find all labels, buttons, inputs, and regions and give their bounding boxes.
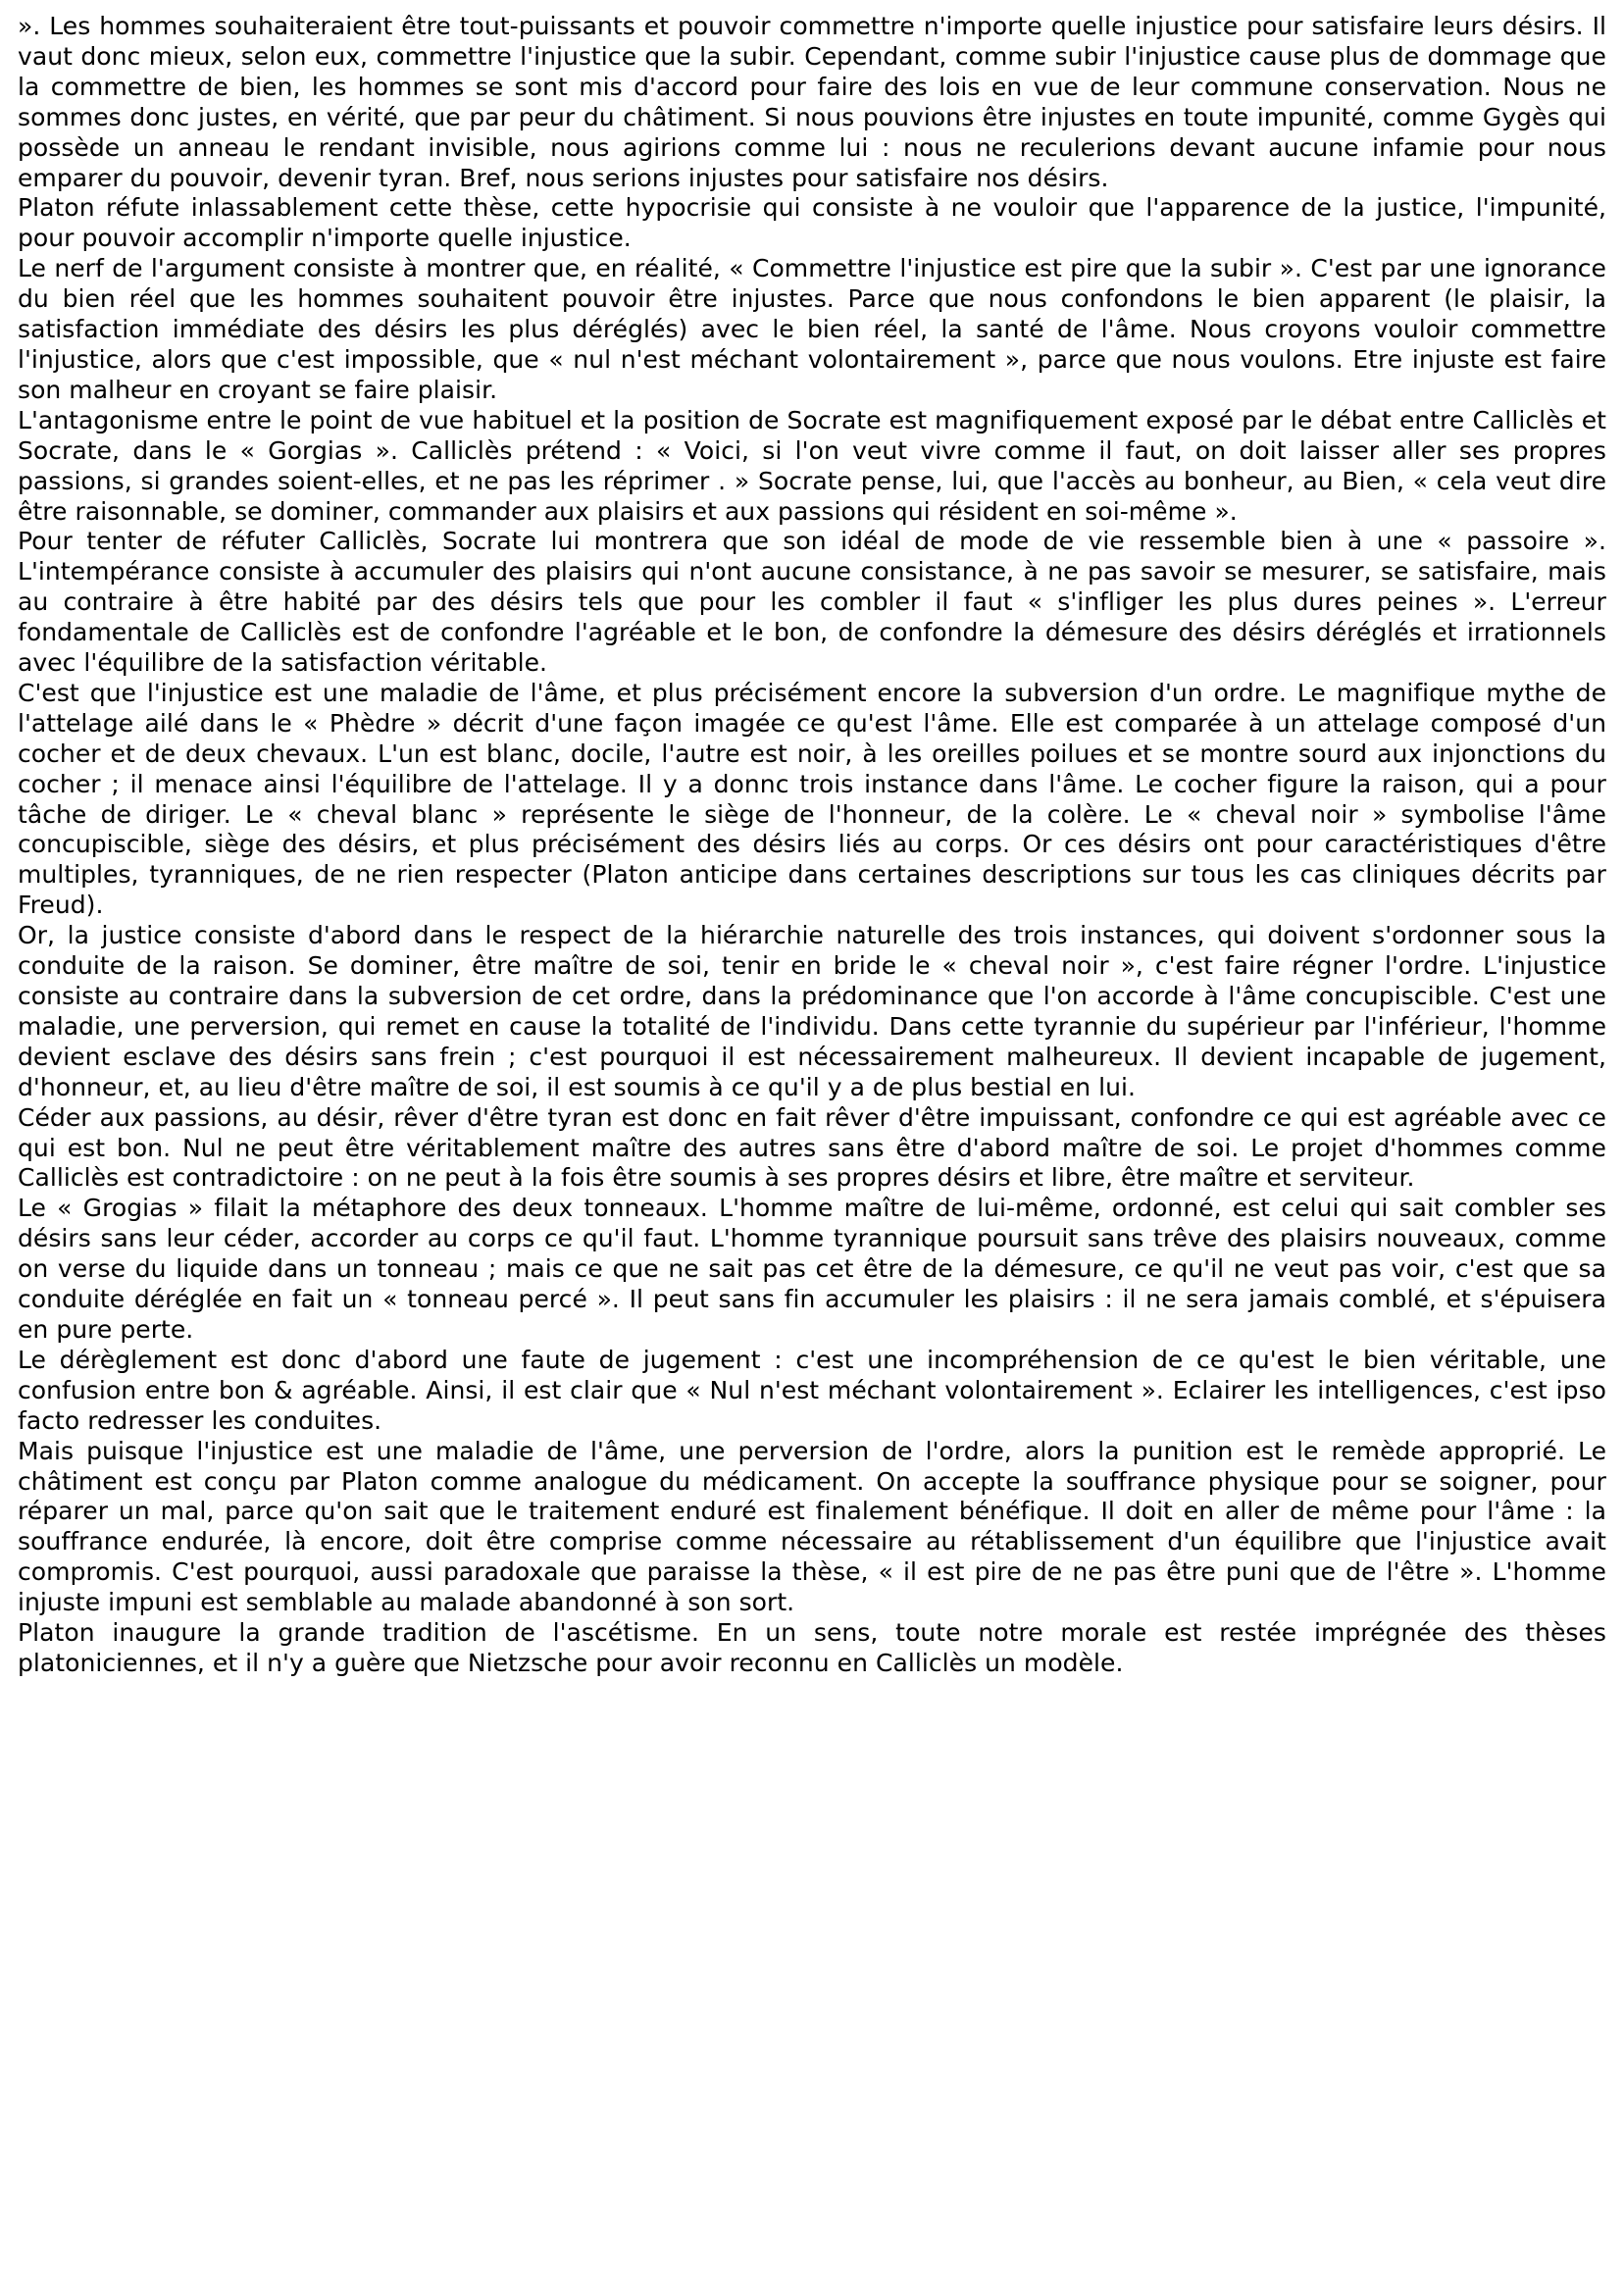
paragraph-nerf-argument: Le nerf de l'argument consiste à montrer que, en réalité, « Commettre l'injustice est pire que la subir ». C'est par une ignorance du bien réel que les hommes souhaitent pouvoir être injustes. Parce que nous confondons le bien apparent (le plaisir, la satisfaction immédiate des désirs les plus déréglés) avec le bien réel, la santé de l'âme. Nous croyons vouloir commettre l'injustice, alors que c'est impossible, que « nul n'est méchant volontairement », parce que nous voulons. Etre injuste est faire son malheur en croyant se faire plaisir. xyxy=(18,254,1606,404)
paragraph-dereglement: Le dérèglement est donc d'abord une faute de jugement : c'est une incompréhension de ce qu'est le bien véritable, une confusion entre bon & agréable. Ainsi, il est clair que « Nul n'est méchant volontairement ». Eclairer les intelligences, c'est ipso facto redresser les conduites. xyxy=(18,1345,1606,1435)
paragraph-platon-refute: Platon réfute inlassablement cette thèse, cette hypocrisie qui consiste à ne vouloir que l'apparence de la justice, l'impunité, pour pouvoir accomplir n'importe quelle injustice. xyxy=(18,193,1606,253)
paragraph-justice-hierarchie: Or, la justice consiste d'abord dans le respect de la hiérarchie naturelle des trois instances, qui doivent s'ordonner sous la conduite de la raison. Se dominer, être maître de soi, tenir en bride le « cheval noir », c'est faire régner l'ordre. L'injustice consiste au contraire dans la subversion de cet ordre, dans la prédominance que l'on accorde à l'âme concupiscible. C'est une maladie, une perversion, qui remet en cause la totalité de l'individu. Dans cette tyrannie du supérieur par l'inférieur, l'homme devient esclave des désirs sans frein ; c'est pourquoi il est nécessairement malheureux. Il devient incapable de jugement, d'honneur, et, au lieu d'être maître de soi, il est soumis à ce qu'il y a de plus bestial en lui. xyxy=(18,921,1606,1101)
paragraph-ascetisme: Platon inaugure la grande tradition de l'ascétisme. En un sens, toute notre morale est restée imprégnée des thèses platoniciennes, et il n'y a guère que Nietzsche pour avoir reconnu en Calliclès un modèle. xyxy=(18,1618,1606,1677)
paragraph-antagonisme: L'antagonisme entre le point de vue habituel et la position de Socrate est magnifiquement exposé par le débat entre Calliclès et Socrate, dans le « Gorgias ». Calliclès prétend : « Voici, si l'on veut vivre comme il faut, on doit laisser aller ses propres passions, si grandes soient-elles, et ne pas les réprimer . » Socrate pense, lui, que l'accès au bonheur, au Bien, « cela veut dire être raisonnable, se dominer, commander aux plaisirs et aux passions qui résident en soi-même ». xyxy=(18,405,1606,526)
paragraph-gyges: ». Les hommes souhaiteraient être tout-puissants et pouvoir commettre n'importe quelle injustice pour satisfaire leurs désirs. Il vaut donc mieux, selon eux, commettre l'injustice que la subir. Cependant, comme subir l'injustice cause plus de dommage que la commettre de bien, les hommes se sont mis d'accord pour faire des lois en vue de leur commune conservation. Nous ne sommes donc justes, en vérité, que par peur du châtiment. Si nous pouvions être injustes en toute impunité, comme Gygès qui possède un anneau le rendant invisible, nous agirions comme lui : nous ne reculerions devant aucune infamie pour nous emparer du pouvoir, devenir tyran. Bref, nous serions injustes pour satisfaire nos désirs. xyxy=(18,12,1606,192)
paragraph-attelage: C'est que l'injustice est une maladie de l'âme, et plus précisément encore la subversion d'un ordre. Le magnifique mythe de l'attelage ailé dans le « Phèdre » décrit d'une façon imagée ce qu'est l'âme. Elle est comparée à un attelage composé d'un cocher et de deux chevaux. L'un est blanc, docile, l'autre est noir, à les oreilles poilues et se montre sourd aux injonctions du cocher ; il menace ainsi l'équilibre de l'attelage. Il y a donnc trois instance dans l'âme. Le cocher figure la raison, qui a pour tâche de diriger. Le « cheval blanc » représente le siège de l'honneur, de la colère. Le « cheval noir » symbolise l'âme concupiscible, siège des désirs, et plus précisément des désirs liés au corps. Or ces désirs ont pour caractéristiques d'être multiples, tyranniques, de ne rien respecter (Platon anticipe dans certaines descriptions sur tous les cas cliniques décrits par Freud). xyxy=(18,678,1606,920)
paragraph-tonneaux: Le « Grogias » filait la métaphore des deux tonneaux. L'homme maître de lui-même, ordonné, est celui qui sait combler ses désirs sans leur céder, accorder au corps ce qu'il faut. L'homme tyrannique poursuit sans trêve des plaisirs nouveaux, comme on verse du liquide dans un tonneau ; mais ce que ne sait pas cet être de la démesure, ce qu'il ne veut pas voir, c'est que sa conduite déréglée en fait un « tonneau percé ». Il peut sans fin accumuler les plaisirs : il ne sera jamais comblé, et s'épuisera en pure perte. xyxy=(18,1194,1606,1344)
paragraph-ceder-passions: Céder aux passions, au désir, rêver d'être tyran est donc en fait rêver d'être impuissant, confondre ce qui est agréable avec ce qui est bon. Nul ne peut être véritablement maître des autres sans être d'abord maître de soi. Le projet d'hommes comme Calliclès est contradictoire : on ne peut à la fois être soumis à ses propres désirs et libre, être maître et serviteur. xyxy=(18,1102,1606,1193)
paragraph-chatiment: Mais puisque l'injustice est une maladie de l'âme, une perversion de l'ordre, alors la punition est le remède approprié. Le châtiment est conçu par Platon comme analogue du médicament. On accepte la souffrance physique pour se soigner, pour réparer un mal, parce qu'on sait que le traitement enduré est finalement bénéfique. Il doit en aller de même pour l'âme : la souffrance endurée, là encore, doit être comprise comme nécessaire au rétablissement d'un équilibre que l'injustice avait compromis. C'est pourquoi, aussi paradoxale que paraisse la thèse, « il est pire de ne pas être puni que de l'être ». L'homme injuste impuni est semblable au malade abandonné à son sort. xyxy=(18,1436,1606,1617)
paragraph-passoire: Pour tenter de réfuter Calliclès, Socrate lui montrera que son idéal de mode de vie ressemble bien à une « passoire ». L'intempérance consiste à accumuler des plaisirs qui n'ont aucune consistance, à ne pas savoir se mesurer, se satisfaire, mais au contraire à être habité par des désirs tels que pour les combler il faut « s'infliger les plus dures peines ». L'erreur fondamentale de Calliclès est de confondre l'agréable et le bon, de confondre la démesure des désirs déréglés et irrationnels avec l'équilibre de la satisfaction véritable. xyxy=(18,527,1606,678)
